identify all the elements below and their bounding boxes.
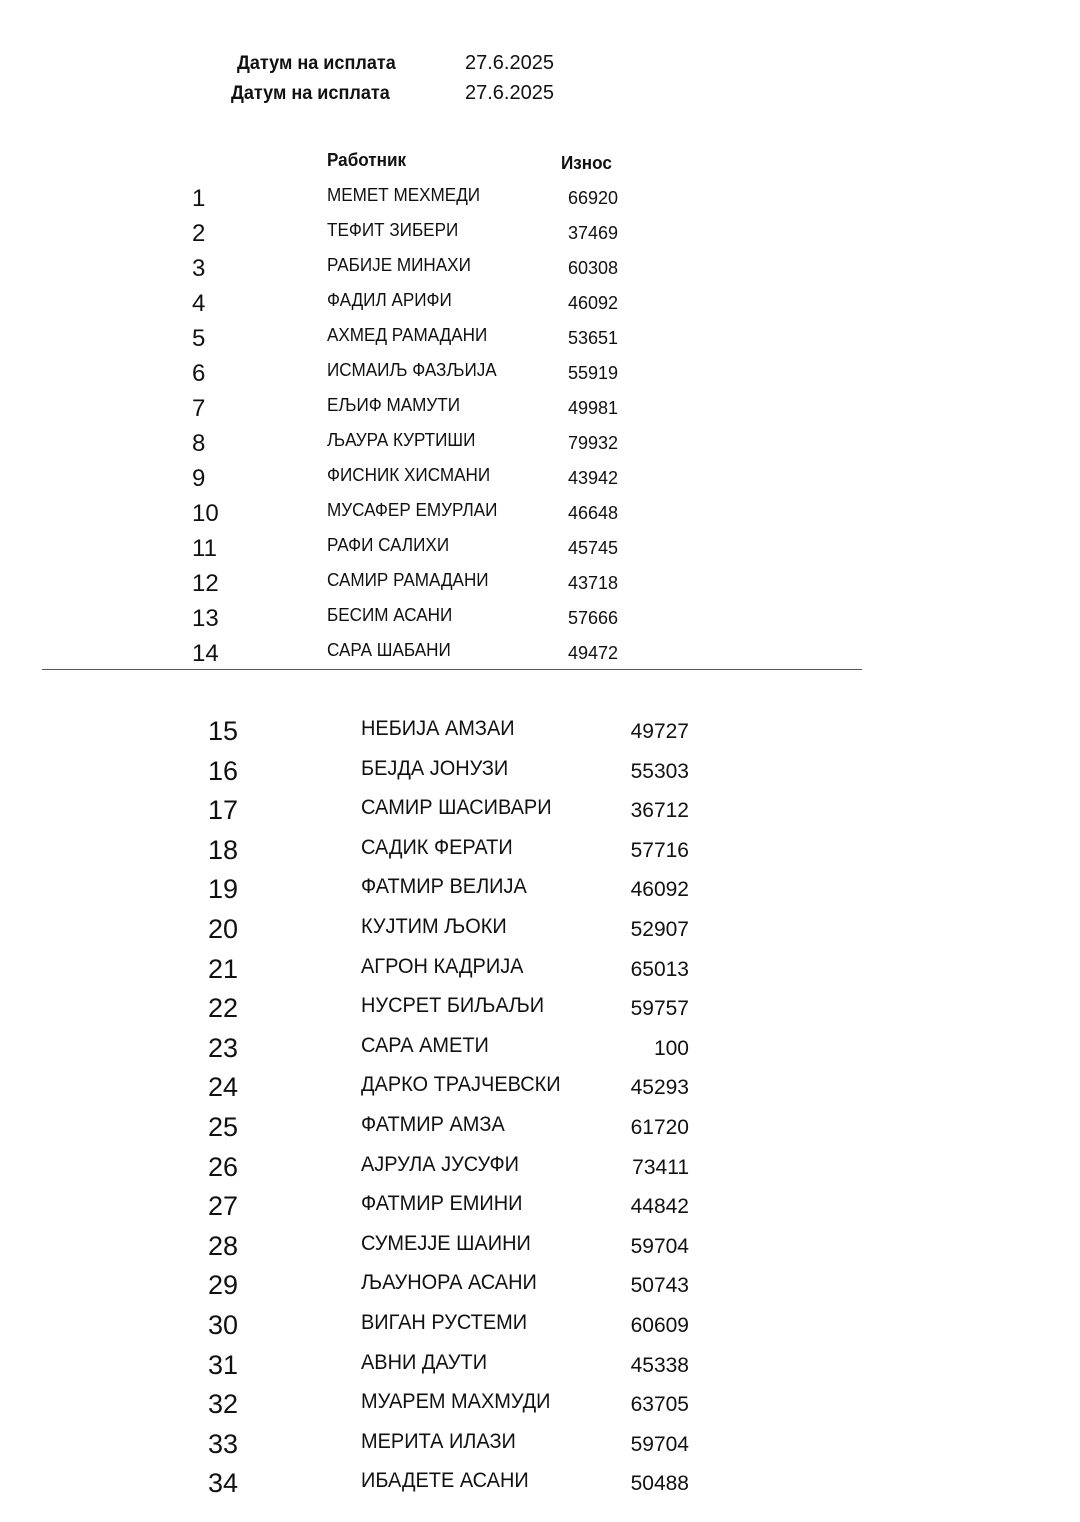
employee-name: БЕЈДА ЈОНУЗИ [361, 756, 509, 780]
row-number: 20 [208, 914, 239, 944]
row-number: 9 [192, 465, 206, 492]
row-number: 11 [192, 535, 217, 562]
row-number: 22 [208, 993, 239, 1024]
payment-amount: 49727 [630, 720, 689, 743]
employee-name: МЕРИТА ИЛАЗИ [361, 1429, 516, 1453]
payment-amount: 55303 [630, 759, 689, 783]
row-number: 12 [192, 570, 219, 597]
employee-name: САРА АМЕТИ [361, 1033, 489, 1057]
payment-amount: 53651 [567, 328, 618, 348]
employee-name: САМИР ШАСИВАРИ [361, 796, 552, 820]
payment-amount: 43718 [567, 573, 618, 593]
employee-name: ИБАДЕТЕ АСАНИ [361, 1469, 529, 1493]
payment-date-label: Датум на исплата [237, 53, 396, 74]
row-number: 24 [208, 1072, 239, 1103]
row-number: 4 [192, 290, 206, 317]
payment-amount: 37469 [567, 223, 618, 243]
payment-amount: 46648 [567, 503, 618, 523]
row-number: 19 [208, 874, 239, 905]
payment-amount: 44842 [630, 1195, 689, 1219]
row-number: 27 [208, 1191, 239, 1222]
row-number: 10 [192, 500, 219, 527]
employee-name: НУСРЕТ БИЉАЉИ [361, 994, 545, 1018]
employee-name: СУМЕЈЈЕ ШАИНИ [361, 1231, 531, 1255]
row-number: 1 [192, 185, 206, 212]
row-number: 29 [208, 1270, 239, 1301]
row-number: 32 [208, 1389, 239, 1420]
payment-amount: 36712 [630, 799, 689, 823]
row-number: 2 [192, 220, 206, 247]
payment-date-value: 27.6.2025 [465, 52, 554, 74]
payment-amount: 60308 [567, 258, 618, 278]
payment-amount: 46092 [567, 293, 618, 313]
payment-amount: 57716 [630, 838, 689, 862]
column-header-amount: Износ [561, 153, 612, 173]
payment-amount: 59704 [630, 1432, 689, 1456]
payment-amount: 63705 [630, 1393, 689, 1417]
employee-name: САРА ШАБАНИ [327, 640, 451, 660]
row-number: 17 [208, 795, 239, 826]
payment-amount: 60609 [630, 1314, 689, 1337]
payment-date-value: 27.6.2025 [465, 82, 554, 104]
employee-name: КУЈТИМ ЉОКИ [361, 915, 507, 938]
employee-name: ФАДИЛ АРИФИ [327, 290, 452, 310]
row-number: 28 [208, 1230, 239, 1261]
employee-name: ИСМАИЉ ФАЗЉИЈА [327, 360, 497, 380]
row-number: 26 [208, 1151, 239, 1182]
row-number: 7 [192, 395, 206, 422]
employee-name: САДИК ФЕРАТИ [361, 835, 513, 859]
row-number: 15 [208, 716, 239, 746]
row-number: 16 [208, 755, 239, 786]
payment-amount: 100 [653, 1036, 689, 1060]
section-divider [42, 669, 862, 670]
payment-amount: 59704 [630, 1234, 689, 1258]
payment-amount: 45745 [567, 538, 618, 558]
row-number: 3 [192, 255, 206, 282]
employee-name: МУСАФЕР ЕМУРЛАИ [327, 500, 498, 520]
payment-amount: 45338 [630, 1353, 689, 1377]
payment-amount: 43942 [567, 468, 618, 488]
employee-name: ЉАУРА КУРТИШИ [327, 430, 476, 450]
employee-name: ФАТМИР ВЕЛИЈА [361, 875, 527, 899]
row-number: 13 [192, 605, 219, 632]
employee-name: БЕСИМ АСАНИ [327, 605, 453, 625]
payment-amount: 49472 [567, 643, 618, 663]
payment-amount: 46092 [630, 878, 689, 902]
payment-amount: 66920 [567, 188, 618, 208]
payment-amount: 49981 [567, 398, 618, 418]
employee-name: АХМЕД РАМАДАНИ [327, 325, 488, 345]
row-number: 25 [208, 1112, 239, 1142]
employee-name: ТЕФИТ ЗИБЕРИ [327, 220, 459, 240]
row-number: 30 [208, 1310, 239, 1340]
payment-amount: 61720 [630, 1116, 689, 1139]
payment-amount: 59757 [630, 997, 689, 1021]
employee-name: ДАРКО ТРАЈЧЕВСКИ [361, 1073, 561, 1097]
payment-date-label: Датум на исплата [231, 83, 390, 104]
employee-name: АВНИ ДАУТИ [361, 1350, 488, 1374]
payment-amount: 50488 [630, 1472, 689, 1496]
row-number: 34 [208, 1468, 239, 1499]
payment-amount: 55919 [567, 363, 618, 383]
column-header-employee: Работник [327, 150, 407, 170]
employee-name: РАФИ САЛИХИ [327, 535, 450, 555]
payment-amount: 57666 [567, 608, 618, 628]
employee-name: ВИГАН РУСТЕМИ [361, 1311, 528, 1334]
employee-name: МЕМЕТ МЕХМЕДИ [327, 185, 481, 205]
employee-name: САМИР РАМАДАНИ [327, 570, 489, 590]
employee-name: НЕБИЈА АМЗАИ [361, 717, 515, 740]
row-number: 21 [208, 953, 239, 984]
row-number: 8 [192, 430, 206, 457]
row-number: 6 [192, 360, 206, 387]
employee-name: ФИСНИК ХИСМАНИ [327, 465, 491, 485]
payment-amount: 79932 [567, 433, 618, 453]
payment-amount: 45293 [630, 1076, 689, 1100]
payment-amount: 65013 [630, 957, 689, 981]
row-number: 23 [208, 1032, 239, 1063]
employee-name: РАБИЈЕ МИНАХИ [327, 255, 471, 275]
employee-name: АГРОН КАДРИЈА [361, 954, 524, 978]
payment-amount: 52907 [630, 918, 689, 941]
row-number: 31 [208, 1349, 239, 1380]
employee-name: ФАТМИР ЕМИНИ [361, 1192, 523, 1216]
employee-name: АЈРУЛА ЈУСУФИ [361, 1152, 520, 1176]
employee-name: МУАРЕМ МАХМУДИ [361, 1390, 551, 1414]
payment-amount: 50743 [630, 1274, 689, 1298]
employee-name: ФАТМИР АМЗА [361, 1113, 505, 1136]
payment-amount: 73411 [632, 1155, 689, 1179]
row-number: 33 [208, 1428, 239, 1459]
row-number: 18 [208, 834, 239, 865]
employee-name: ЕЉИФ МАМУТИ [327, 395, 461, 415]
row-number: 5 [192, 325, 206, 352]
employee-name: ЉАУНОРА АСАНИ [361, 1271, 537, 1295]
row-number: 14 [192, 640, 219, 667]
